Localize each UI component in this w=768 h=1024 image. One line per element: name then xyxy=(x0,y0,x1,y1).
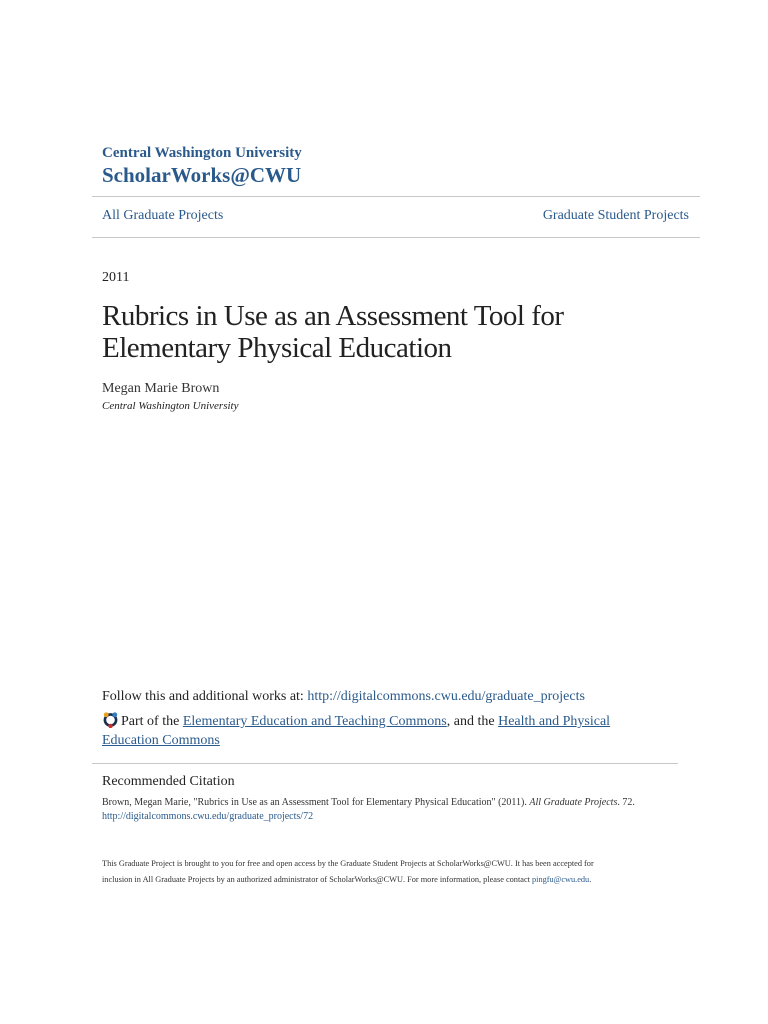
repository-header xyxy=(102,145,302,187)
elementary-education-commons-link[interactable]: Elementary Education and Teaching Commons xyxy=(182,714,447,729)
link2-line-1: Health and Physical xyxy=(498,714,611,729)
collection-nav xyxy=(92,196,700,238)
citation-url-link[interactable]: http://digitalcommons.cwu.edu/graduate_projects/72 xyxy=(102,811,314,822)
follow-label: Follow this and additional works at: xyxy=(102,689,304,704)
commons-network-icon xyxy=(102,711,119,728)
university-name[interactable]: Central Washington University xyxy=(102,145,302,161)
notice-line-2-wrap xyxy=(102,872,702,888)
all-graduate-projects-link[interactable]: All Graduate Projects xyxy=(102,208,224,223)
author-name: Megan Marie Brown xyxy=(102,381,220,396)
recommended-citation-heading: Recommended Citation xyxy=(102,774,235,789)
part-of-prefix: Part of the xyxy=(121,714,180,729)
part-of-line xyxy=(102,711,642,750)
link2-line-2: Education Commons xyxy=(102,733,220,748)
notice-line-1: This Graduate Project is brought to you for free and open access by the Graduate Student Projects at ScholarWorks@CWU. It has been accepted for xyxy=(102,859,594,868)
publication-year: 2011 xyxy=(102,270,130,285)
contact-email-link[interactable]: pingfu@cwu.edu xyxy=(532,875,590,884)
citation-text: Brown, Megan Marie, "Rubrics in Use as an Assessment Tool for Elementary Physical Education" (2011). xyxy=(102,797,527,808)
part-of-conjunction: , and the xyxy=(446,714,495,729)
graduate-student-projects-link[interactable]: Graduate Student Projects xyxy=(542,208,689,223)
citation-text-block xyxy=(102,796,702,824)
follow-line xyxy=(102,689,585,705)
citation-divider xyxy=(92,763,678,764)
citation-series: All Graduate Projects xyxy=(529,797,618,808)
notice-end: . xyxy=(589,875,592,884)
notice-line-2: inclusion in All Graduate Projects by an authorized administrator of ScholarWorks@CWU. For more information, please contact xyxy=(102,875,530,884)
graduate-projects-url-link[interactable]: http://digitalcommons.cwu.edu/graduate_projects xyxy=(307,689,585,704)
access-notice xyxy=(102,856,702,888)
title-line-2: Elementary Physical Education xyxy=(102,332,452,364)
repository-brand[interactable]: ScholarWorks@CWU xyxy=(102,163,302,187)
document-title xyxy=(102,300,622,364)
title-line-1: Rubrics in Use as an Assessment Tool for xyxy=(102,300,564,332)
citation-number: . 72. xyxy=(617,797,635,808)
author-affiliation: Central Washington University xyxy=(102,400,239,412)
